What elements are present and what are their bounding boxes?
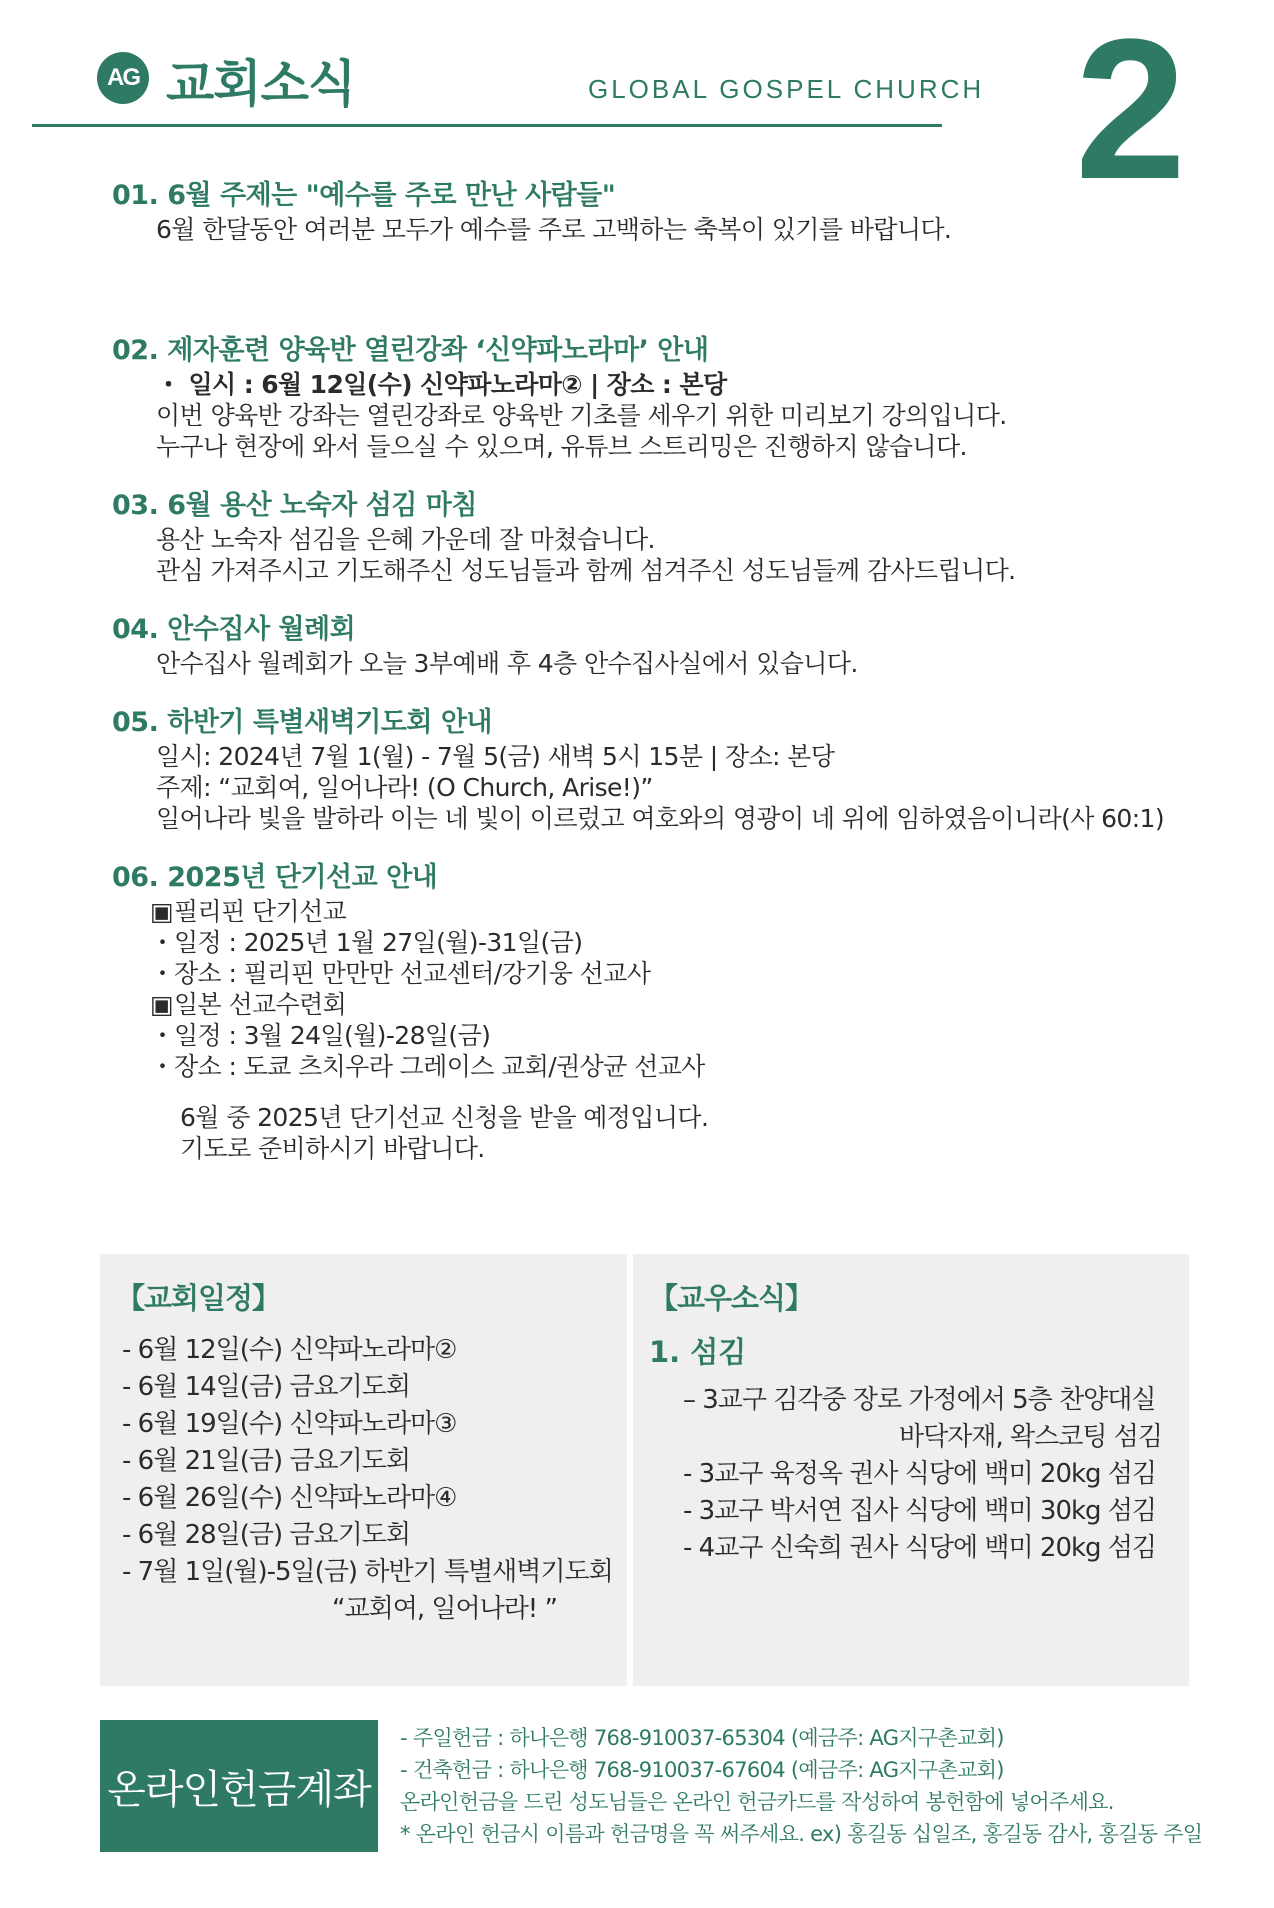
- service-item: - 3교구 박서연 집사 식당에 백미 30kg 섬김: [683, 1496, 1157, 1526]
- news-item: [112, 705, 1232, 834]
- news-item-title: 06. 2025년 단기선교 안내: [112, 862, 438, 893]
- schedule-title: 【교회일정】: [116, 1281, 281, 1315]
- news-line: 일어나라 빛을 발하라 이는 네 빛이 이르렀고 여호와의 영광이 네 위에 임하였음이니라(사 60:1): [156, 804, 1165, 833]
- church-logo: AG: [97, 52, 149, 104]
- church-schedule-panel: [100, 1254, 627, 1686]
- dot-bullet-icon: ・: [150, 928, 175, 957]
- news-item-body: [112, 741, 1232, 834]
- church-name: GLOBAL GOSPEL CHURCH: [588, 74, 985, 104]
- online-offering-label: 온라인헌금계좌: [100, 1720, 378, 1852]
- member-news-title: 【교우소식】: [649, 1281, 814, 1315]
- news-item-title: 01. 6월 주제는 "예수를 주로 만난 사람들": [112, 180, 616, 211]
- news-item: [112, 178, 1232, 245]
- schedule-item: - 6월 19일(수) 신약파노라마③: [122, 1409, 457, 1439]
- schedule-item: - 6월 21일(금) 금요기도회: [122, 1446, 411, 1476]
- news-item-title: 03. 6월 용산 노숙자 섬김 마침: [112, 490, 477, 521]
- service-item: - 3교구 육정옥 권사 식당에 백미 20kg 섬김: [683, 1459, 1157, 1489]
- page-number: 2: [1075, 0, 1187, 221]
- news-line: 용산 노숙자 섬김을 은혜 가운데 잘 마쳤습니다.: [156, 525, 655, 554]
- news-line: 일시: 2024년 7월 1(월) - 7월 5(금) 새벽 5시 15분 | 장소: 본당: [156, 742, 835, 771]
- square-bullet-icon: ▣: [150, 897, 174, 926]
- news-item-body: [112, 524, 1232, 586]
- member-news-panel: [633, 1254, 1189, 1686]
- mission-heading: ▣필리핀 단기선교: [150, 897, 347, 926]
- schedule-list: [122, 1332, 613, 1628]
- online-offering-info: [400, 1722, 1202, 1850]
- schedule-item: - 6월 26일(수) 신약파노라마④: [122, 1483, 457, 1513]
- news-item: [112, 612, 1232, 679]
- service-item-continuation: 바닥자재, 왁스코팅 섬김: [899, 1422, 1162, 1452]
- mission-note: 6월 중 2025년 단기선교 신청을 받을 예정입니다.: [180, 1103, 709, 1132]
- news-item-title: 04. 안수집사 월례회: [112, 614, 356, 645]
- news-line: 이번 양육반 강좌는 열린강좌로 양육반 기초를 세우기 위한 미리보기 강의입니다.: [156, 401, 1007, 430]
- news-item-title: 02. 제자훈련 양육반 열린강좌 ‘신약파노라마’ 안내: [112, 335, 709, 366]
- square-bullet-icon: ▣: [150, 990, 174, 1019]
- mission-bullet: ・장소 : 도쿄 츠치우라 그레이스 교회/권상균 선교사: [150, 1052, 705, 1081]
- offering-instruction: 온라인헌금을 드린 성도님들은 온라인 헌금카드를 작성하여 봉헌함에 넣어주세요.: [400, 1790, 1114, 1814]
- news-item-title: 05. 하반기 특별새벽기도회 안내: [112, 707, 493, 738]
- news-line: 주제: “교회여, 일어나라! (O Church, Arise!)”: [156, 773, 653, 802]
- dot-bullet-icon: ・: [150, 1052, 175, 1081]
- mission-bullet: ・일정 : 3월 24일(월)-28일(금): [150, 1021, 491, 1050]
- news-list: [112, 178, 1232, 1190]
- service-list: [683, 1382, 1162, 1567]
- mission-note: 기도로 준비하시기 바랍니다.: [180, 1134, 485, 1163]
- schedule-item: - 6월 12일(수) 신약파노라마②: [122, 1335, 457, 1365]
- header-divider: [32, 124, 942, 127]
- schedule-item: - 7월 1일(월)-5일(금) 하반기 특별새벽기도회: [122, 1557, 613, 1587]
- mission-heading: ▣일본 선교수련회: [150, 990, 347, 1019]
- news-item-body: [112, 648, 1232, 679]
- schedule-item-continuation: “교회여, 일어나라! ”: [332, 1594, 557, 1624]
- news-line: 관심 가져주시고 기도해주신 성도님들과 함께 섬겨주신 성도님들께 감사드립니다.: [156, 556, 1016, 585]
- mission-bullet: ・장소 : 필리핀 만만만 선교센터/강기웅 선교사: [150, 959, 651, 988]
- dot-bullet-icon: ・: [150, 1021, 175, 1050]
- news-item: [112, 488, 1232, 586]
- service-section-title: 1. 섬김: [649, 1335, 747, 1369]
- news-item-body: [112, 369, 1232, 462]
- mission-bullet: ・일정 : 2025년 1월 27일(월)-31일(금): [150, 928, 583, 957]
- news-item-body: [112, 214, 1232, 245]
- news-item: [112, 333, 1232, 462]
- news-item-body: [112, 896, 1232, 1164]
- dot-bullet-icon: ・: [150, 959, 175, 988]
- news-line: 안수집사 월례회가 오늘 3부예배 후 4층 안수집사실에서 있습니다.: [156, 649, 858, 678]
- service-item: - 4교구 신숙희 권사 식당에 백미 20kg 섬김: [683, 1533, 1157, 1563]
- service-item: – 3교구 김각중 장로 가정에서 5층 찬양대실: [683, 1385, 1156, 1415]
- news-line: 누구나 현장에 와서 들으실 수 있으며, 유튜브 스트리밍은 진행하지 않습니다.: [156, 432, 967, 461]
- offering-account-line: - 주일헌금 : 하나은행 768-910037-65304 (예금주: AG지구촌교회): [400, 1726, 1004, 1750]
- news-line: 6월 한달동안 여러분 모두가 예수를 주로 고백하는 축복이 있기를 바랍니다.: [156, 215, 952, 244]
- schedule-item: - 6월 28일(금) 금요기도회: [122, 1520, 411, 1550]
- news-item: [112, 860, 1232, 1164]
- offering-instruction: * 온라인 헌금시 이름과 헌금명을 꼭 써주세요. ex) 홍길동 십일조, 홍길동 감사, 홍길동 주일: [400, 1822, 1203, 1846]
- news-highlight: ・ 일시 : 6월 12일(수) 신약파노라마② | 장소 : 본당: [156, 370, 727, 399]
- page-title: 교회소식: [166, 55, 356, 113]
- offering-account-line: - 건축헌금 : 하나은행 768-910037-67604 (예금주: AG지구촌교회): [400, 1758, 1004, 1782]
- schedule-item: - 6월 14일(금) 금요기도회: [122, 1372, 411, 1402]
